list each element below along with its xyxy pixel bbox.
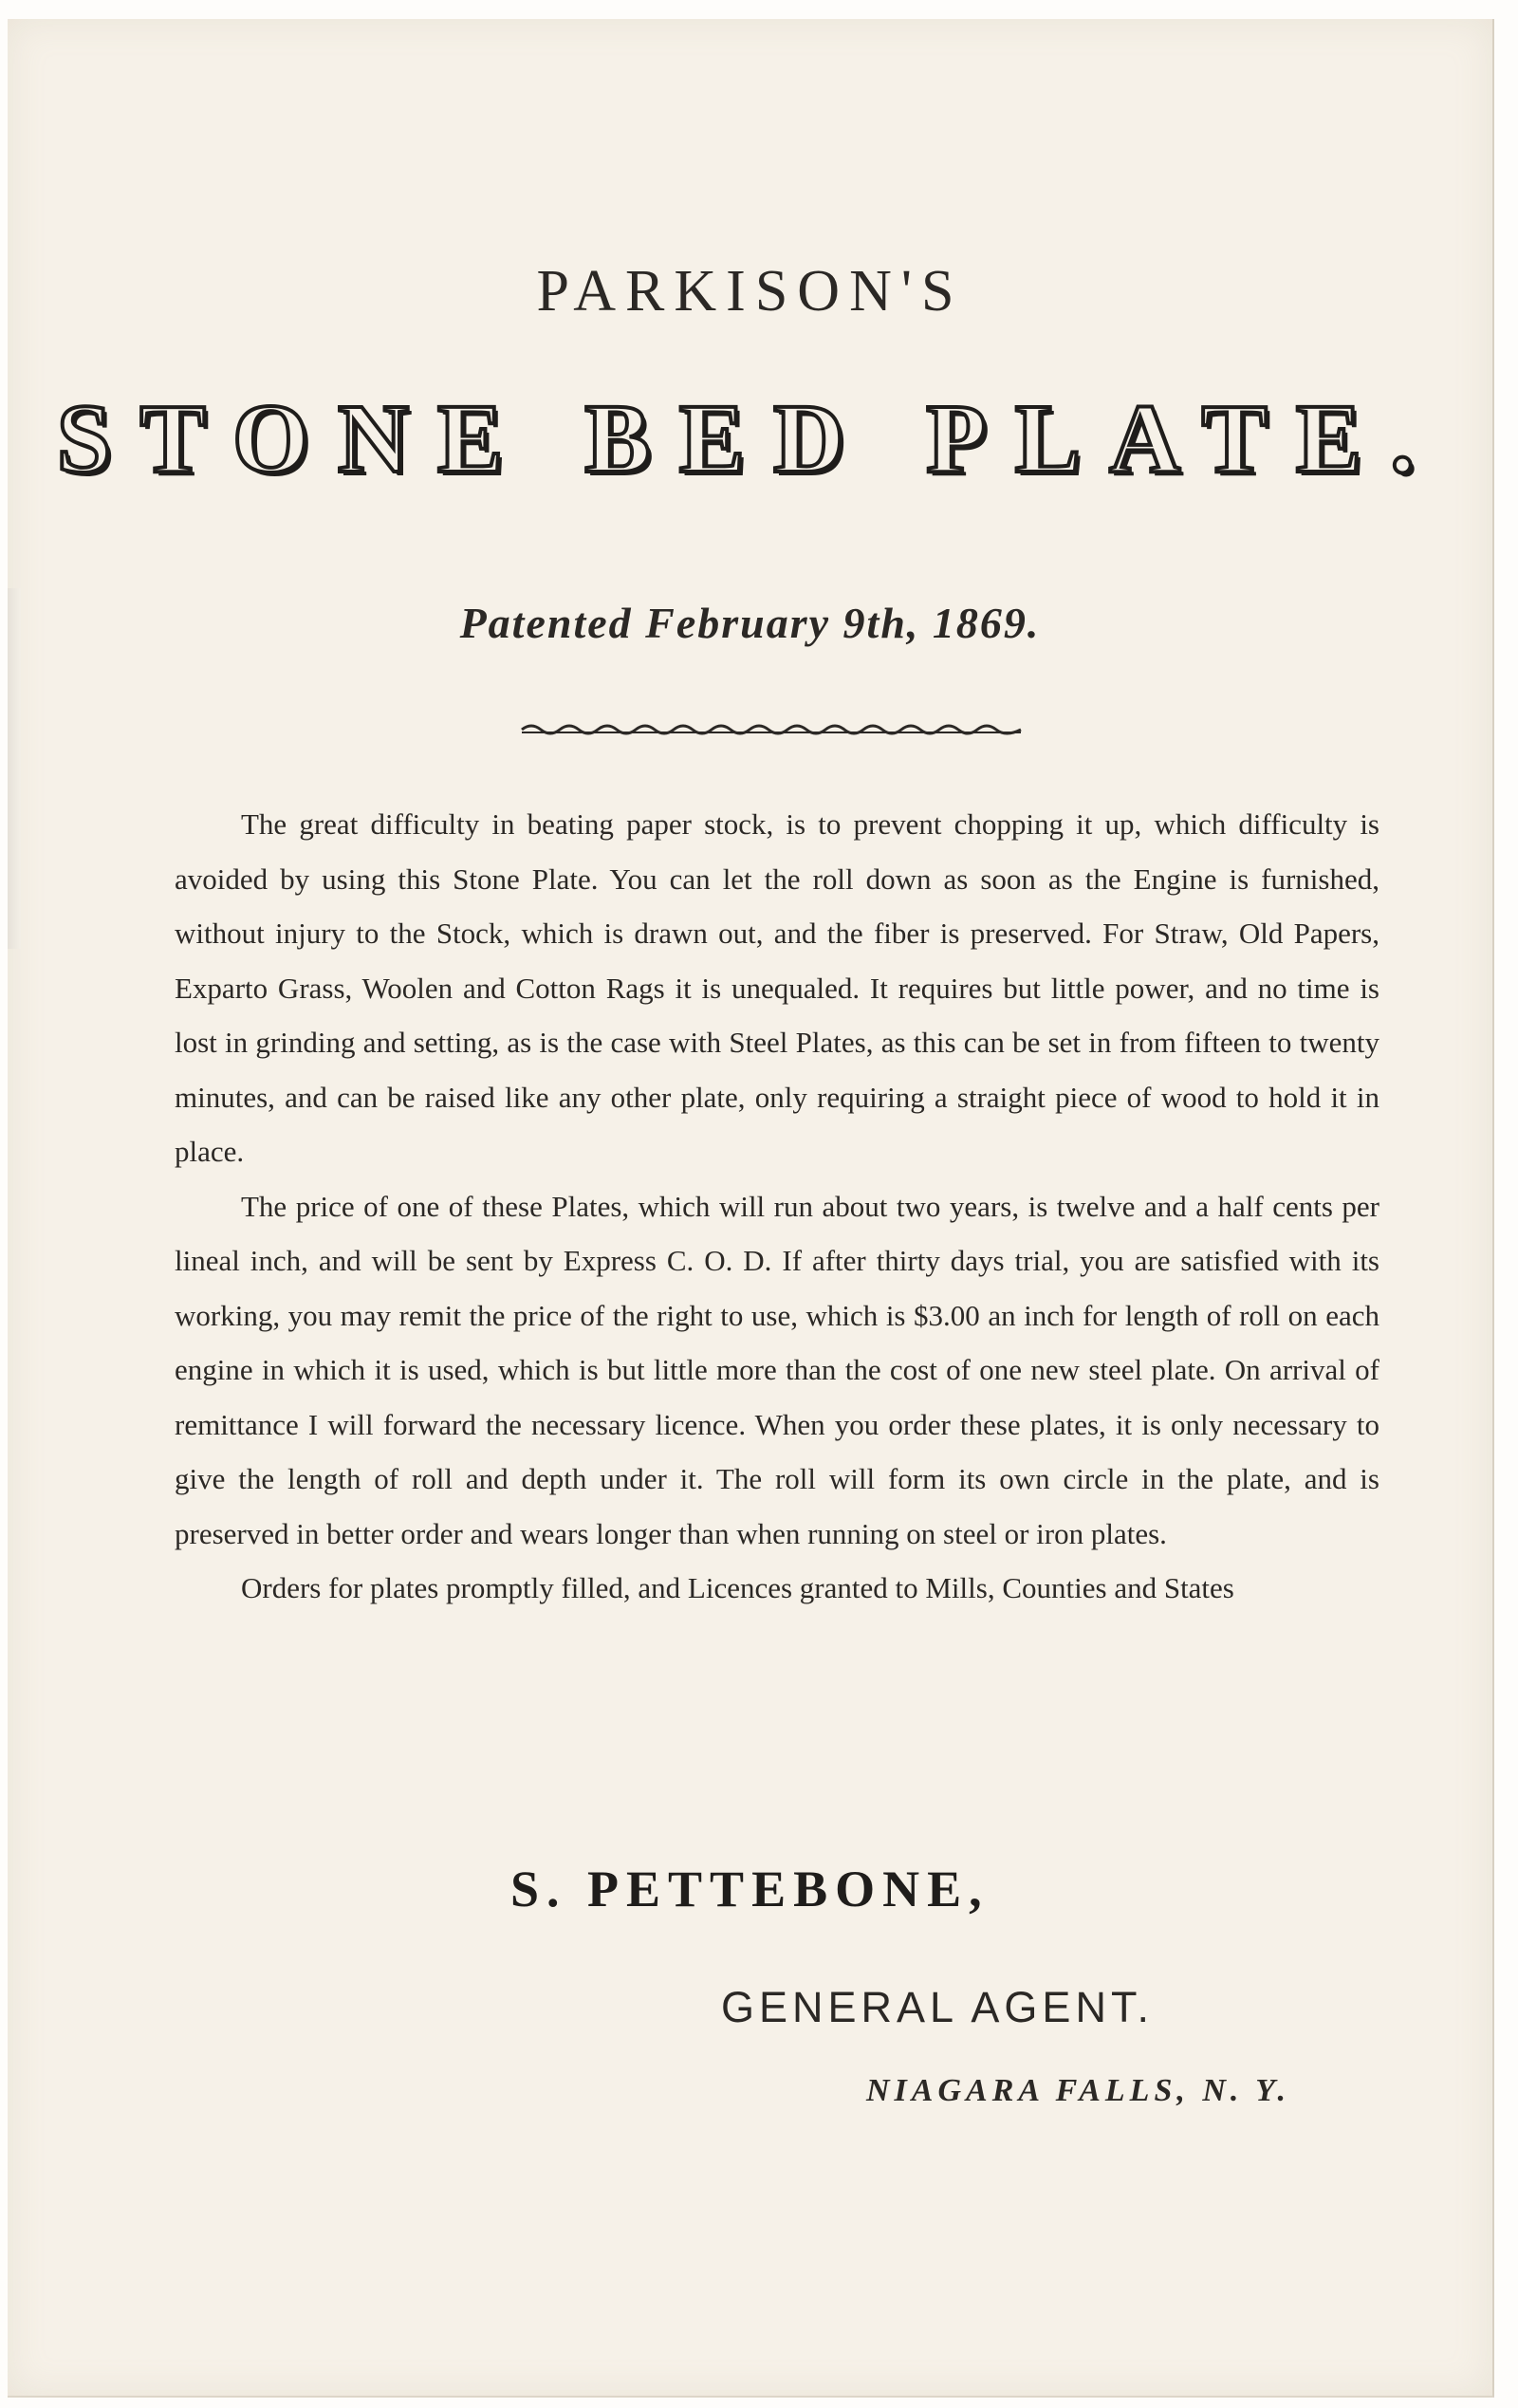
paragraph-orders: Orders for plates promptly filled, and Licences granted to Mills, Counties and States (241, 1571, 1234, 1604)
paragraph-pricing: The price of one of these Plates, which will run about two years, is twelve and a half cents per lineal inch, and will be sent by Express C. O. D. If after thirty days trial, you are satisfied with its working, you may remit the price of the right to use, which is $3.00 an inch for length of roll on each engine in which it is used, which is but little more than the cost of one new steel plate. On arrival of remittance I will forward the necessary licence. When you order these plates, it is only necessary to give the length of roll and depth under it. The roll will form its own circle in the plate, and is preserved in better order and wears longer than when running on steel or iron plates. (175, 1189, 1379, 1550)
document-title: PARKISON'S (536, 259, 964, 324)
patent-date-line: Patented February 9th, 1869. (459, 599, 1041, 647)
signer-title: GENERAL AGENT. (721, 1983, 1154, 2031)
ornate-product-name: STONE BED PLATE. (56, 384, 1444, 493)
ornamental-rule (520, 721, 1023, 738)
signer-location: NIAGARA FALLS, N. Y. (866, 2073, 1291, 2108)
body-text (175, 797, 1379, 1616)
signer-name: S. PETTEBONE, (510, 1861, 990, 1917)
paragraph-description: The great difficulty in beating paper stock, is to prevent chopping it up, which difficulty is avoided by using this Stone Plate. You can let the roll down as soon as the Engine is furnished, without injury to the Stock, which is drawn out, and the fiber is preserved. For Straw, Old Papers, Exparto Grass, Woolen and Cotton Rags it is unequaled. It requires but little power, and no time is lost in grinding and setting, as is the case with Steel Plates, as this can be set in from fifteen to twenty minutes, and can be raised like any other plate, only requiring a straight piece of wood to hold it in place. (175, 807, 1379, 1168)
document-page (8, 19, 1494, 2398)
